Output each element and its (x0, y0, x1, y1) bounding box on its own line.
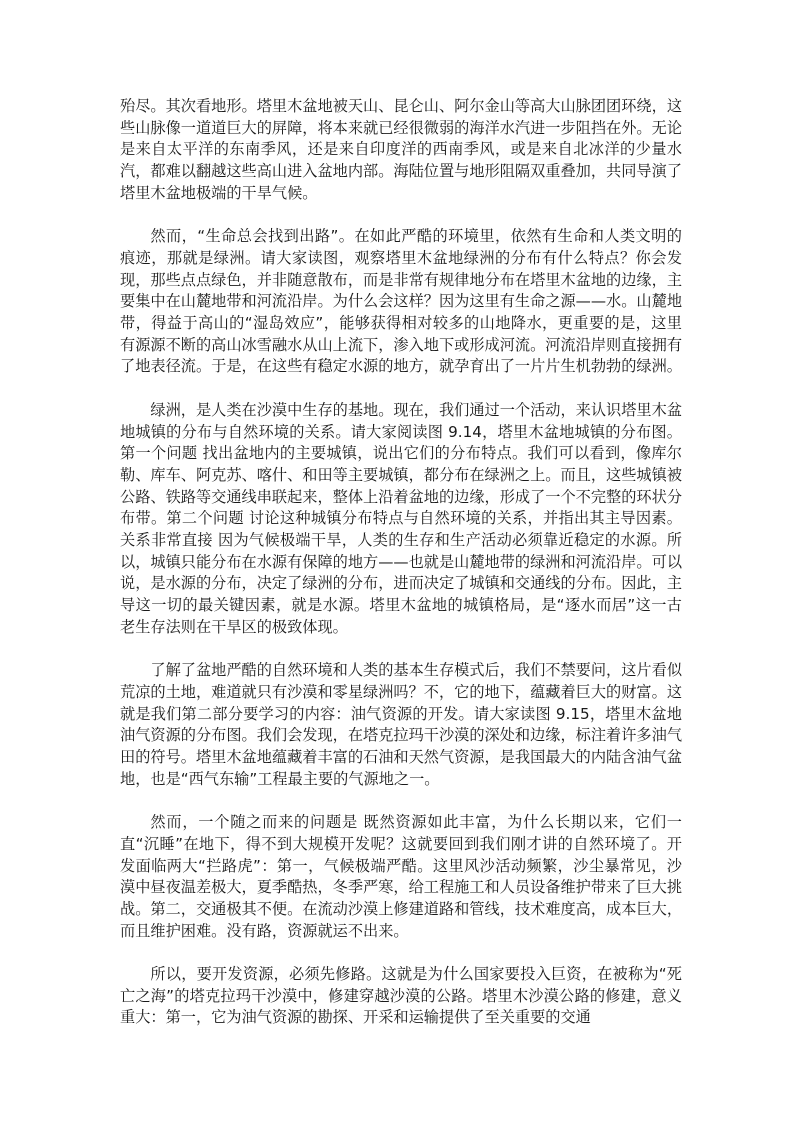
paragraph: 殆尽。其次看地形。塔里木盆地被天山、昆仑山、阿尔金山等高大山脉团团环绕，这些山脉像一道道巨大的屏障，将本来就已经很微弱的海洋水汽进一步阻挡在外。无论是来自太平洋的东南季风，还是来自印度洋的西南季风，或是来自北冰洋的少量水汽，都难以翻越这些高山进入盆地内部。海陆位置与地形阻隔双重叠加，共同导演了塔里木盆地极端的干旱气候。 (120, 97, 682, 202)
paragraph: 然而，一个随之而来的问题是 既然资源如此丰富，为什么长期以来，它们一直“沉睡”在地下，得不到大规模开发呢？这就要回到我们刚才讲的自然环境了。开发面临两大“拦路虎”：第一，气候极端严酷。这里风沙活动频繁，沙尘暴常见，沙漠中昼夜温差极大，夏季酷热，冬季严寒，给工程施工和人员设备维护带来了巨大挑战。第二，交通极其不便。在流动沙漠上修建道路和管线，技术难度高，成本巨大，而且维护困难。没有路，资源就运不出来。 (120, 813, 682, 940)
paragraph: 绿洲，是人类在沙漠中生存的基地。现在，我们通过一个活动，来认识塔里木盆地城镇的分布与自然环境的关系。请大家阅读图 9.14，塔里木盆地城镇的分布图。第一个问题 找出盆地内的主要城镇，说出它们的分布特点。我们可以看到，像库尔勒、库车、阿克苏、喀什、和田等主要城镇，都分布在绿洲之上。而且，这些城镇被公路、铁路等交通线串联起来，整体上沿着盆地的边缘，形成了一个不完整的环状分布带。第二个问题 讨论这种城镇分布特点与自然环境的关系，并指出其主导因素。关系非常直接 因为气候极端干旱，人类的生存和生产活动必须靠近稳定的水源。所以，城镇只能分布在水源有保障的地方——也就是山麓地带的绿洲和河流沿岸。可以说，是水源的分布，决定了绿洲的分布，进而决定了城镇和交通线的分布。因此，主导这一切的最关键因素，就是水源。塔里木盆地的城镇格局，是“逐水而居”这一古老生存法则在干旱区的极致体现。 (120, 400, 682, 636)
paragraph: 了解了盆地严酷的自然环境和人类的基本生存模式后，我们不禁要问，这片看似荒凉的土地，难道就只有沙漠和零星绿洲吗？不，它的地下，蕴藏着巨大的财富。这就是我们第二部分要学习的内容：油气资源的开发。请大家读图 9.15，塔里木盆地油气资源的分布图。我们会发现，在塔克拉玛干沙漠的深处和边缘，标注着许多油气田的符号。塔里木盆地蕴藏着丰富的石油和天然气资源，是我国最大的内陆含油气盆地，也是“西气东输”工程最主要的气源地之一。 (120, 661, 682, 788)
document-page (120, 96, 682, 1029)
paragraph: 所以，要开发资源，必须先修路。这就是为什么国家要投入巨资，在被称为“死亡之海”的塔克拉玛干沙漠中，修建穿越沙漠的公路。塔里木沙漠公路的修建，意义重大：第一，它为油气资源的勘探、开采和运输提供了至关重要的交通 (120, 965, 682, 1027)
paragraph: 然而，“生命总会找到出路”。在如此严酷的环境里，依然有生命和人类文明的痕迹，那就是绿洲。请大家读图，观察塔里木盆地绿洲的分布有什么特点？你会发现，那些点点绿色，并非随意散布，而是非常有规律地分布在塔里木盆地的边缘，主要集中在山麓地带和河流沿岸。为什么会这样？因为这里有生命之源——水。山麓地带，得益于高山的“湿岛效应”，能够获得相对较多的山地降水，更重要的是，这里有源源不断的高山冰雪融水从山上流下，渗入地下或形成河流。河流沿岸则直接拥有了地表径流。于是，在这些有稳定水源的地方，就孕育出了一片片生机勃勃的绿洲。 (120, 227, 682, 376)
